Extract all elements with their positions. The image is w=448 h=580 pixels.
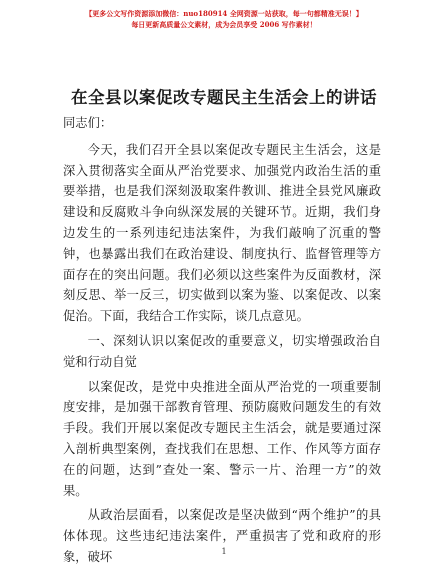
header-banner: [0, 8, 448, 30]
banner-line-1: 【更多公文写作资源添加微信：nuo180914 全网资源一站获取，每一句都精准无误！】: [85, 9, 363, 18]
section-heading-1: 一、深刻认识以案促改的重要意义，切实增强政治自觉和行动自觉: [63, 333, 381, 369]
document-body: [63, 113, 381, 568]
salutation: 同志们：: [63, 116, 113, 130]
paragraph-intro: 今天，我们召开全县以案促改专题民主生活会，这是深入贯彻落实全面从严治党要求、加强党内政治生活的重要举措，也是我们深刻汲取案件教训、推进全县党风廉政建设和反腐败斗争向纵深发展的关键环节。近期，我们身边发生的一系列违纪违法案件，为我们敲响了沉重的警钟，也暴露出我们在政治建设、制度执行、监督管理等方面存在的突出问题。我们必须以这些案件为反面教材，深刻反思、举一反三，切实做到以案为鉴、以案促改、以案促治。下面，我结合工作实际，谈几点意见。: [63, 142, 381, 324]
banner-line-2: 每日更新高质量公文素材，成为会员享受 2006 写作素材！: [131, 20, 317, 29]
document-title: 在全县以案促改专题民主生活会上的讲话: [71, 88, 377, 107]
paragraph-political: 从政治层面看，以案促改是坚决做到“两个维护”的具体体现。这些违纪违法案件，严重损害了党和政府的形象，破坏: [63, 508, 381, 564]
paragraph-section-1: 以案促改，是党中央推进全面从严治党的一项重要制度安排，是加强干部教育管理、预防腐败问题发生的有效手段。我们开展以案促改专题民主生活会，就是要通过深入剖析典型案例，查找我们在思想、工作、作风等方面存在的问题，达到”查处一案、警示一片、治理一方”的效果。: [63, 379, 381, 498]
page-number: 1: [221, 547, 227, 556]
